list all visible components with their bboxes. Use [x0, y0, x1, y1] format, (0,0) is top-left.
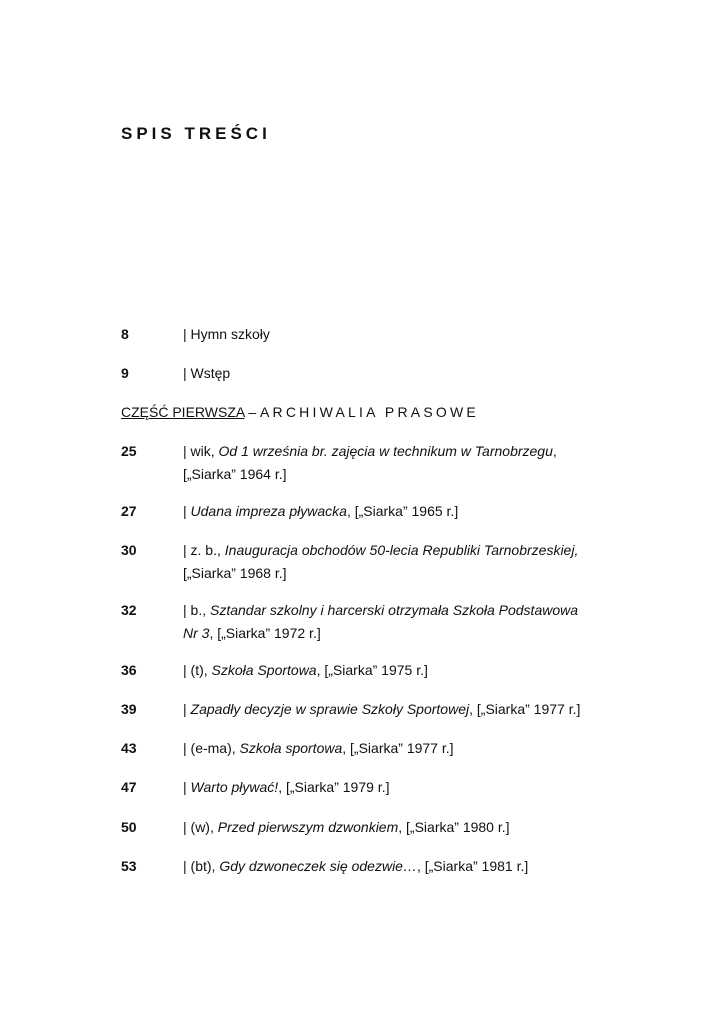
entry-title: Zapadły decyzje w sprawie Szkoły Sportowej	[190, 701, 470, 717]
entry-text	[183, 362, 603, 385]
entry-title: Udana impreza pływacka	[190, 503, 347, 519]
entry-prefix: | b.,	[183, 602, 210, 618]
page-number: 27	[121, 503, 137, 519]
entry-text	[183, 737, 603, 760]
entry-title: Sztandar szkolny i harcerski otrzymała Szkoła Podstawowa	[209, 602, 579, 618]
entry-suffix: , [„Siarka” 1977 r.]	[469, 701, 581, 717]
entry-suffix: , [„Siarka” 1975 r.]	[316, 662, 428, 678]
entry-prefix: |	[183, 779, 191, 795]
entry-text	[183, 599, 603, 645]
entry-text	[183, 539, 603, 585]
entry-title: Inauguracja obchodów 50-lecia Republiki Tarnobrzeskiej,	[224, 542, 579, 558]
section-part: CZĘŚĆ PIERWSZA	[121, 404, 245, 420]
entry-prefix: | (w),	[183, 819, 218, 835]
entry-source: [„Siarka” 1968 r.]	[183, 565, 287, 581]
page-number: 47	[121, 779, 137, 795]
entry-source: [„Siarka” 1964 r.]	[183, 466, 287, 482]
page-number: 25	[121, 443, 137, 459]
entry-text	[183, 855, 603, 878]
page-title: SPIS TREŚCI	[121, 124, 271, 143]
entry-text	[183, 816, 603, 839]
entry-title: Szkoła sportowa	[239, 740, 343, 756]
entry-title: Gdy dzwoneczek się odezwie…	[219, 858, 417, 874]
entry-suffix: , [„Siarka” 1977 r.]	[342, 740, 454, 756]
entry-prefix: | z. b.,	[183, 542, 225, 558]
entry-prefix: |	[183, 701, 191, 717]
entry-title: Przed pierwszym dzwonkiem	[217, 819, 399, 835]
entry-title: Od 1 września br. zajęcia w technikum w Tarnobrzegu	[218, 443, 553, 459]
entry-title: Szkoła Sportowa	[211, 662, 317, 678]
entry-source: , [„Siarka” 1972 r.]	[209, 625, 321, 641]
page-number: 9	[121, 365, 129, 381]
section-dash: –	[244, 404, 261, 420]
entry-text	[183, 776, 603, 799]
entry-prefix: | (e-ma),	[183, 740, 240, 756]
entry-text	[183, 440, 603, 486]
entry-title: Warto pływać!	[190, 779, 279, 795]
entry-prefix: |	[183, 503, 191, 519]
entry-suffix: , [„Siarka” 1979 r.]	[278, 779, 390, 795]
entry-text	[183, 323, 603, 346]
entry-text	[183, 659, 603, 682]
entry-prefix: | wik,	[183, 443, 219, 459]
section-heading	[121, 401, 479, 424]
entry-prefix: | Hymn szkoły	[183, 326, 270, 342]
page-number: 8	[121, 326, 129, 342]
entry-title-cont: Nr 3	[183, 625, 210, 641]
entry-text	[183, 698, 603, 721]
entry-suffix: , [„Siarka” 1965 r.]	[346, 503, 459, 519]
entry-suffix: , [„Siarka” 1980 r.]	[398, 819, 510, 835]
page-number: 39	[121, 701, 137, 717]
entry-suffix: ,	[552, 443, 557, 459]
entry-text	[183, 500, 603, 523]
page-number: 43	[121, 740, 137, 756]
page-number: 30	[121, 542, 137, 558]
page-number: 50	[121, 819, 137, 835]
page-number: 36	[121, 662, 137, 678]
page-number: 32	[121, 602, 137, 618]
entry-suffix: , [„Siarka” 1981 r.]	[416, 858, 529, 874]
entry-prefix: | Wstęp	[183, 365, 231, 381]
entry-prefix: | (t),	[183, 662, 212, 678]
entry-prefix: | (bt),	[183, 858, 220, 874]
section-name: ARCHIWALIA PRASOWE	[260, 404, 479, 420]
page-number: 53	[121, 858, 137, 874]
